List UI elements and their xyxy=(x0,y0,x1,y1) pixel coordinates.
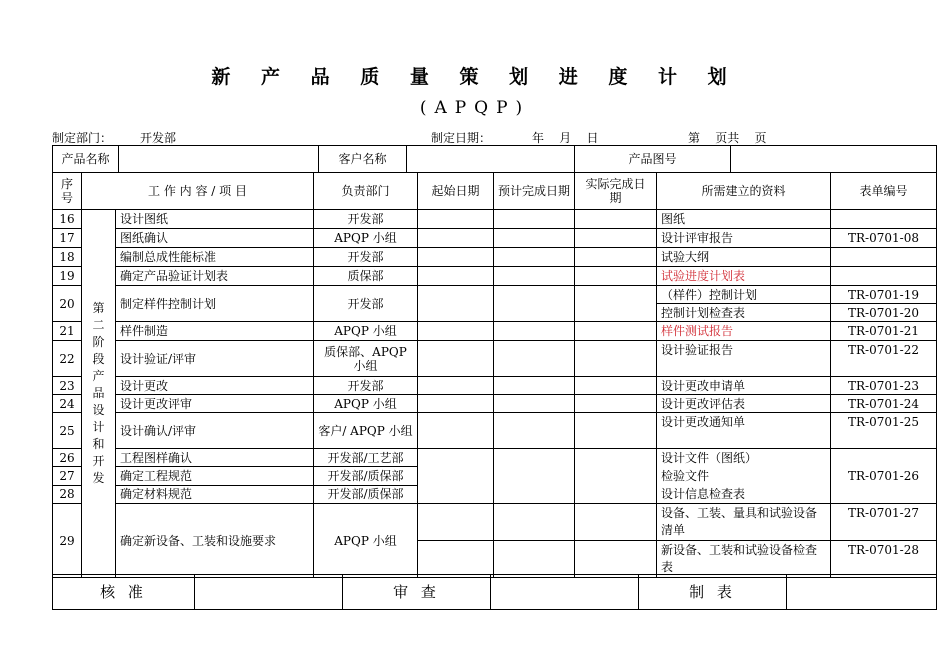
start-date-cell[interactable] xyxy=(418,377,494,395)
dept-cell: 开发部 xyxy=(314,286,418,322)
task-cell: 工程图样确认 xyxy=(116,449,314,467)
plan-date-cell[interactable] xyxy=(494,286,575,322)
actual-date-cell[interactable] xyxy=(575,210,657,229)
actual-date-cell[interactable] xyxy=(575,377,657,395)
plan-date-cell[interactable] xyxy=(494,541,575,578)
col-header-work: 工 作 内 容 / 项 目 xyxy=(82,173,314,210)
product-info-table xyxy=(52,145,937,173)
table-row xyxy=(53,413,937,449)
actual-date-cell[interactable] xyxy=(575,229,657,248)
task-cell: 确定工程规范 xyxy=(116,467,314,485)
prepare-label: 制 表 xyxy=(639,575,787,610)
row-number: 17 xyxy=(53,229,82,248)
signature-table xyxy=(52,574,937,610)
start-date-cell[interactable] xyxy=(418,210,494,229)
dept-cell: APQP 小组 xyxy=(314,322,418,341)
col-header-actual: 实际完成日 期 xyxy=(575,173,657,210)
start-date-cell[interactable] xyxy=(418,504,494,541)
task-cell: 确定产品验证计划表 xyxy=(116,267,314,286)
start-date-cell[interactable] xyxy=(418,541,494,578)
row-number: 28 xyxy=(53,485,82,503)
col-header-start: 起始日期 xyxy=(418,173,494,210)
form-cell: TR-0701-08 xyxy=(831,229,937,248)
form-cell: TR-0701-24 xyxy=(831,395,937,413)
doc-cell: 控制计划检查表 xyxy=(657,304,831,322)
actual-date-cell[interactable] xyxy=(575,449,657,504)
product-name-field[interactable] xyxy=(119,146,319,173)
doc-cell: 新设备、工装和试验设备检查表 xyxy=(657,541,831,578)
start-date-cell[interactable] xyxy=(418,449,494,504)
start-date-cell[interactable] xyxy=(418,229,494,248)
doc-cell-group xyxy=(657,449,831,504)
table-row xyxy=(53,395,937,413)
plan-date-cell[interactable] xyxy=(494,210,575,229)
product-name-label: 产品名称 xyxy=(53,146,119,173)
dept-cell: 开发部/质保部 xyxy=(314,485,418,503)
task-cell: 设计确认/评审 xyxy=(116,413,314,449)
actual-date-cell[interactable] xyxy=(575,413,657,449)
col-header-docs: 所需建立的资料 xyxy=(657,173,831,210)
doc-cell: 试验大纲 xyxy=(657,248,831,267)
form-cell xyxy=(831,210,937,229)
doc-cell-highlighted: 试验进度计划表 xyxy=(657,267,831,286)
actual-date-cell[interactable] xyxy=(575,267,657,286)
doc-cell: 图纸 xyxy=(657,210,831,229)
row-number: 18 xyxy=(53,248,82,267)
task-cell: 设计更改评审 xyxy=(116,395,314,413)
plan-date-cell[interactable] xyxy=(494,267,575,286)
table-row xyxy=(53,210,937,229)
actual-date-cell[interactable] xyxy=(575,286,657,322)
dept-cell: 开发部 xyxy=(314,248,418,267)
doc-cell: 设计更改通知单 xyxy=(657,413,831,449)
date-value: 年 月 日 xyxy=(532,131,599,145)
doc-cell: 设备、工装、量具和试验设备清单 xyxy=(657,504,831,541)
form-cell: TR-0701-28 xyxy=(831,541,937,578)
row-number: 27 xyxy=(53,467,82,485)
dept-cell: APQP 小组 xyxy=(314,229,418,248)
task-cell: 确定材料规范 xyxy=(116,485,314,503)
review-signature-field[interactable] xyxy=(491,575,639,610)
form-cell: TR-0701-20 xyxy=(831,304,937,322)
start-date-cell[interactable] xyxy=(418,341,494,377)
row-number: 26 xyxy=(53,449,82,467)
dept-value: 开发部 xyxy=(140,131,177,145)
row-number: 24 xyxy=(53,395,82,413)
plan-date-cell[interactable] xyxy=(494,248,575,267)
date-label: 制定日期： xyxy=(431,131,492,145)
plan-date-cell[interactable] xyxy=(494,449,575,504)
review-label: 审 查 xyxy=(343,575,491,610)
actual-date-cell[interactable] xyxy=(575,395,657,413)
task-cell: 样件制造 xyxy=(116,322,314,341)
form-cell: TR-0701-19 xyxy=(831,286,937,304)
schedule-table xyxy=(52,172,937,578)
doc-cell: 设计更改申请单 xyxy=(657,377,831,395)
form-cell: TR-0701-22 xyxy=(831,341,937,377)
actual-date-cell[interactable] xyxy=(575,322,657,341)
doc-line: 设计文件（图纸） xyxy=(661,451,758,465)
actual-date-cell[interactable] xyxy=(575,341,657,377)
form-cell: TR-0701-23 xyxy=(831,377,937,395)
table-row xyxy=(53,267,937,286)
table-row xyxy=(53,229,937,248)
row-number: 25 xyxy=(53,413,82,449)
doc-cell: 设计评审报告 xyxy=(657,229,831,248)
plan-date-cell[interactable] xyxy=(494,377,575,395)
actual-date-cell[interactable] xyxy=(575,541,657,578)
actual-date-cell[interactable] xyxy=(575,504,657,541)
dept-cell: APQP 小组 xyxy=(314,395,418,413)
row-number: 29 xyxy=(53,504,82,578)
plan-date-cell[interactable] xyxy=(494,322,575,341)
start-date-cell[interactable] xyxy=(418,395,494,413)
table-row xyxy=(53,286,937,304)
table-row xyxy=(53,322,937,341)
task-cell: 设计验证/评审 xyxy=(116,341,314,377)
doc-line: 检验文件 xyxy=(661,469,710,483)
dept-cell: 客户/ APQP 小组 xyxy=(314,413,418,449)
task-cell: 图纸确认 xyxy=(116,229,314,248)
row-number: 19 xyxy=(53,267,82,286)
customer-name-label: 客户名称 xyxy=(319,146,407,173)
table-row xyxy=(53,504,937,541)
task-cell: 制定样件控制计划 xyxy=(116,286,314,322)
dept-cell: APQP 小组 xyxy=(314,504,418,578)
row-number: 21 xyxy=(53,322,82,341)
doc-cell: 设计更改评估表 xyxy=(657,395,831,413)
col-header-dept: 负责部门 xyxy=(314,173,418,210)
table-row xyxy=(53,341,937,377)
dept-cell: 质保部、APQP 小组 xyxy=(314,341,418,377)
doc-cell: （样件）控制计划 xyxy=(657,286,831,304)
row-number: 20 xyxy=(53,286,82,322)
dept-cell: 开发部 xyxy=(314,210,418,229)
prepare-signature-field[interactable] xyxy=(787,575,937,610)
doc-line: 设计信息检查表 xyxy=(661,487,746,501)
plan-date-cell[interactable] xyxy=(494,229,575,248)
page-count: 第 页共 页 xyxy=(688,131,767,145)
doc-cell-highlighted: 样件测试报告 xyxy=(657,322,831,341)
table-row xyxy=(53,377,937,395)
start-date-cell[interactable] xyxy=(418,322,494,341)
task-cell: 设计图纸 xyxy=(116,210,314,229)
stage-label: 第二阶段 产品设计和开发 xyxy=(82,210,116,578)
doc-cell: 设计验证报告 xyxy=(657,341,831,377)
plan-date-cell[interactable] xyxy=(494,341,575,377)
page-title: 新 产 品 质 量 策 划 进 度 计 划 xyxy=(211,66,739,88)
form-cell: TR-0701-25 xyxy=(831,413,937,449)
product-drawing-label: 产品图号 xyxy=(575,146,731,173)
col-header-plan: 预计完成日期 xyxy=(494,173,575,210)
dept-label: 制定部门： xyxy=(52,131,113,145)
row-number: 23 xyxy=(53,377,82,395)
plan-date-cell[interactable] xyxy=(494,504,575,541)
approve-label: 核 准 xyxy=(53,575,195,610)
col-header-form: 表单编号 xyxy=(831,173,937,210)
plan-date-cell[interactable] xyxy=(494,413,575,449)
form-cell: TR-0701-21 xyxy=(831,322,937,341)
approve-signature-field[interactable] xyxy=(195,575,343,610)
task-cell: 确定新设备、工装和设施要求 xyxy=(116,504,314,578)
form-cell xyxy=(831,248,937,267)
form-cell xyxy=(831,267,937,286)
row-number: 22 xyxy=(53,341,82,377)
start-date-cell[interactable] xyxy=(418,248,494,267)
col-header-seq: 序号 xyxy=(53,173,82,210)
customer-name-field[interactable] xyxy=(407,146,575,173)
dept-cell: 开发部 xyxy=(314,377,418,395)
form-cell: TR-0701-26 xyxy=(831,449,937,504)
actual-date-cell[interactable] xyxy=(575,248,657,267)
start-date-cell[interactable] xyxy=(418,267,494,286)
table-row xyxy=(53,248,937,267)
dept-cell: 开发部/工艺部 xyxy=(314,449,418,467)
product-drawing-field[interactable] xyxy=(731,146,937,173)
plan-date-cell[interactable] xyxy=(494,395,575,413)
dept-cell: 质保部 xyxy=(314,267,418,286)
start-date-cell[interactable] xyxy=(418,413,494,449)
row-number: 16 xyxy=(53,210,82,229)
dept-cell: 开发部/质保部 xyxy=(314,467,418,485)
page-subtitle: (APQP) xyxy=(419,98,531,118)
task-cell: 编制总成性能标准 xyxy=(116,248,314,267)
start-date-cell[interactable] xyxy=(418,286,494,322)
form-cell: TR-0701-27 xyxy=(831,504,937,541)
task-cell: 设计更改 xyxy=(116,377,314,395)
table-row xyxy=(53,449,937,467)
header-row xyxy=(53,173,937,210)
